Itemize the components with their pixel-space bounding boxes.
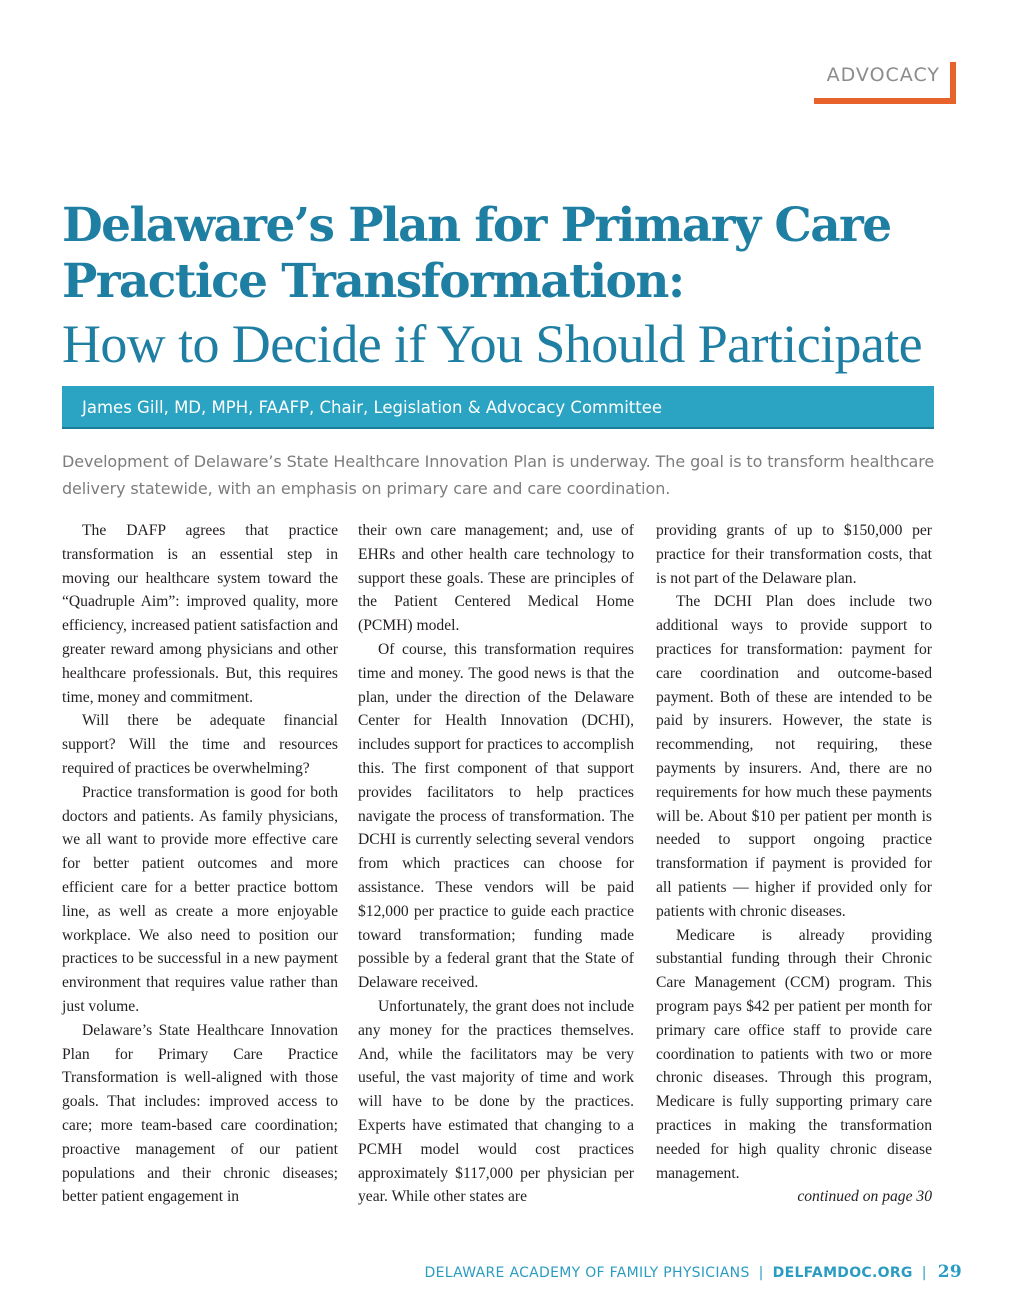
- paragraph: Practice transformation is good for both doctors and patients. As family physicians, we all want to provide more effective care for better patient outcomes and more efficient care for a better practice bottom line, as well as create a more enjoyable workplace. We also need to position our practices to be successful in a new payment environment that requires value rather than just volume.: [62, 783, 338, 1015]
- section-label: ADVOCACY: [826, 64, 940, 86]
- continued-note: continued on page 30: [797, 1188, 932, 1206]
- byline: James Gill, MD, MPH, FAAFP, Chair, Legislation & Advocacy Committee: [82, 398, 663, 417]
- footer-org: DELAWARE ACADEMY OF FAMILY PHYSICIANS: [424, 1265, 750, 1281]
- article-subtitle: How to Decide if You Should Participate: [62, 314, 923, 374]
- paragraph: Medicare is already providing substantial funding through their Chronic Care Management (CCM) program. This program pays $42 per patient per month for primary care office staff to provide care coordination to patients with two or more chronic diseases. Through this program, Medicare is fully supporting primary care practices in making the transformation needed for high quality chronic disease management.: [656, 926, 932, 1182]
- paragraph: Of course, this transformation requires time and money. The good news is that the plan, under the direction of the Delaware Center for Health Innovation (DCHI), includes support for practices to accomplish this. The first component of that support provides facilitators to help practices navigate the process of transformation. The DCHI is currently selecting several vendors from which practices can choose for assistance. These vendors will be paid $12,000 per practice to guide each practice toward transformation; funding made possible by a federal grant that the State of Delaware received.: [358, 640, 634, 992]
- byline-bar: [62, 386, 934, 429]
- paragraph: providing grants of up to $150,000 per practice for their transformation costs, that is not part of the Delaware plan.: [656, 522, 932, 587]
- page-footer: [425, 1262, 962, 1282]
- title-line-1: Delaware’s Plan for Primary Care: [62, 198, 891, 253]
- footer-url[interactable]: DELFAMDOC.ORG: [772, 1265, 913, 1281]
- paragraph: Unfortunately, the grant does not include any money for the practices themselves. And, while the facilitators may be very useful, the vast majority of time and work will have to be done by the practices. Experts have estimated that changing to a PCMH model would cost practices approximately $117,000 per physician per year. While other states are: [358, 997, 634, 1206]
- paragraph: their own care management; and, use of EHRs and other health care technology to support these goals. These are principles of the Patient Centered Medical Home (PCMH) model.: [358, 522, 634, 635]
- paragraph: The DAFP agrees that practice transformation is an essential step in moving our healthcare system toward the “Quadruple Aim”: improved quality, more efficiency, increased patient satisfaction and greater reward among physicians and other healthcare professionals. But, this requires time, money and commitment.: [62, 522, 338, 706]
- body-column-1: [62, 519, 338, 1209]
- body-column-3: [656, 519, 932, 1209]
- footer-separator: |: [758, 1265, 764, 1281]
- section-tag: [814, 62, 956, 104]
- footer-separator-2: |: [921, 1265, 927, 1281]
- article-title: [62, 198, 962, 376]
- body-column-2: [358, 519, 634, 1209]
- lead-paragraph: Development of Delaware’s State Healthcare Innovation Plan is underway. The goal is to transform healthcare delivery statewide, with an emphasis on primary care and care coordination.: [62, 452, 935, 498]
- paragraph: Delaware’s State Healthcare Innovation Plan for Primary Care Practice Transformation is well-aligned with those goals. That includes: improved access to care; more team-based care coordination; proactive management of our patient populations and their chronic diseases; better patient engagement in: [62, 1021, 338, 1206]
- page-number: 29: [937, 1262, 962, 1282]
- paragraph: Will there be adequate financial support? Will the time and resources required of practices be overwhelming?: [62, 712, 338, 777]
- paragraph: The DCHI Plan does include two additional ways to provide support to practices for transformation: payment for care coordination and outcome-based payment. Both of these are intended to be paid by insurers. However, the state is recommending, not requiring, these payments by insurers. And, there are no requirements for how much these payments will be. About $10 per patient per month is needed to support ongoing practice transformation if payment is provided for all patients — higher if provided only for patients with chronic diseases.: [656, 593, 932, 920]
- title-line-2: Practice Transformation:: [62, 254, 684, 309]
